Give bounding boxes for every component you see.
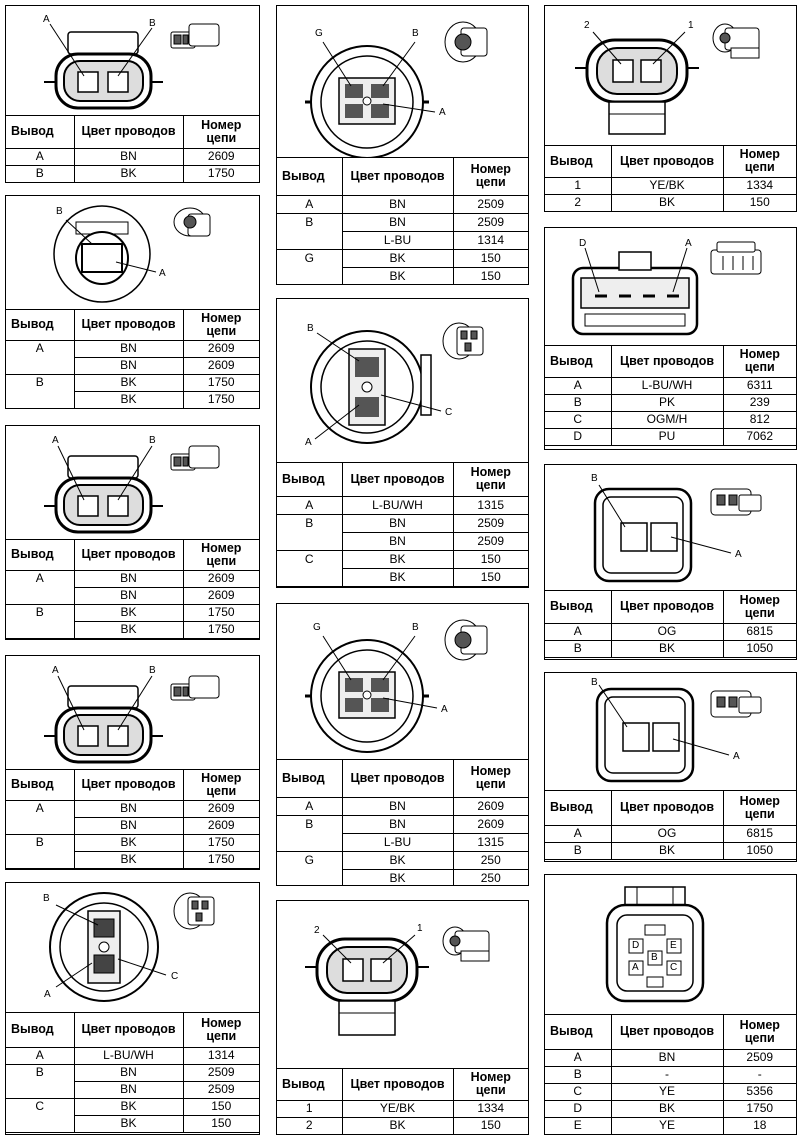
circuit-column-header: Номер цепи — [183, 1013, 259, 1047]
wire-color-cell: PK — [611, 394, 723, 411]
pin-label: B — [149, 18, 156, 29]
connector-diagram — [6, 6, 259, 116]
pin-cell: B — [6, 834, 74, 851]
two-pin-connector-drawing — [6, 426, 260, 540]
pin-cell: A — [6, 1047, 74, 1064]
connector-diagram — [277, 6, 528, 158]
wire-color-cell: BN — [74, 817, 183, 834]
color-column-header: Цвет проводов — [611, 1015, 723, 1049]
pin-column-header: Вывод — [545, 346, 611, 377]
pin-cell — [277, 869, 342, 886]
pin-label: A — [441, 704, 448, 715]
connector-card — [5, 425, 260, 640]
connector-diagram — [6, 656, 259, 770]
round-socket-drawing — [6, 196, 260, 310]
circuit-cell: - — [723, 1066, 796, 1083]
color-column-header: Цвет проводов — [74, 540, 183, 570]
color-column-header: Цвет проводов — [74, 1013, 183, 1047]
pin-cell: D — [545, 428, 611, 445]
wire-color-cell: BK — [74, 621, 183, 638]
pin-label: C — [670, 962, 678, 973]
pin-column-header: Вывод — [6, 310, 74, 340]
pin-cell — [6, 357, 74, 374]
pin-column-header: Вывод — [6, 540, 74, 570]
pin-column-header: Вывод — [277, 463, 342, 496]
pin-cell: B — [6, 604, 74, 621]
pin-column-header: Вывод — [277, 1069, 342, 1100]
circuit-cell: 2609 — [183, 357, 259, 374]
pin-column-header: Вывод — [545, 146, 611, 177]
wire-color-cell: BK — [74, 1115, 183, 1132]
pin-cell: A — [545, 623, 611, 640]
circuit-cell: 1750 — [183, 621, 259, 638]
pin-cell — [277, 231, 342, 249]
round-socket-drawing — [277, 299, 529, 463]
wire-color-cell: L-BU/WH — [611, 377, 723, 394]
circuit-column-header: Номер цепи — [723, 146, 796, 177]
circuit-cell: 812 — [723, 411, 796, 428]
circuit-cell: 6311 — [723, 377, 796, 394]
wire-color-cell: BN — [611, 1049, 723, 1066]
wire-color-cell: BK — [74, 851, 183, 868]
pin-cell: 2 — [277, 1117, 342, 1134]
color-column-header: Цвет проводов — [342, 463, 453, 496]
wire-color-cell: BK — [342, 249, 453, 267]
circuit-cell: 150 — [453, 267, 528, 285]
connector-diagram — [6, 426, 259, 540]
circuit-cell: 250 — [453, 851, 528, 869]
connector-card — [5, 5, 260, 183]
pin-cell: 2 — [545, 194, 611, 211]
pin-cell: C — [277, 550, 342, 568]
connector-card — [276, 900, 529, 1135]
pin-cell: A — [277, 797, 342, 815]
color-column-header: Цвет проводов — [611, 791, 723, 825]
color-column-header: Цвет проводов — [611, 146, 723, 177]
color-column-header: Цвет проводов — [611, 346, 723, 377]
pin-cell: C — [6, 1098, 74, 1115]
pin-label: A — [305, 437, 312, 448]
wire-color-cell: BN — [74, 1064, 183, 1081]
pin-label: B — [651, 952, 658, 963]
pin-label: B — [591, 473, 598, 484]
pin-label: B — [149, 665, 156, 676]
pin-label: B — [412, 28, 419, 39]
pin-column-header: Вывод — [6, 1013, 74, 1047]
pin-cell: B — [277, 514, 342, 532]
wire-color-cell: BN — [74, 357, 183, 374]
circuit-cell: 2509 — [453, 195, 528, 213]
wire-color-cell: BK — [342, 267, 453, 285]
pin-label: B — [149, 435, 156, 446]
pin-label: G — [315, 28, 323, 39]
pin-label: A — [735, 549, 742, 560]
pin-cell — [6, 851, 74, 868]
pin-cell: B — [545, 1066, 611, 1083]
pin-cell: B — [6, 374, 74, 391]
wire-color-cell: BK — [74, 1098, 183, 1115]
pin-label: G — [313, 622, 321, 633]
two-pin-connector-drawing — [6, 656, 260, 770]
circuit-cell: 1050 — [723, 640, 796, 657]
wire-color-cell: BN — [342, 815, 453, 833]
circuit-column-header: Номер цепи — [723, 346, 796, 377]
pin-cell — [6, 391, 74, 408]
pin-column-header: Вывод — [6, 770, 74, 800]
circuit-cell: 2509 — [453, 514, 528, 532]
circuit-cell: 150 — [723, 194, 796, 211]
wire-color-cell: L-BU — [342, 231, 453, 249]
pinout-table — [6, 540, 259, 639]
color-column-header: Цвет проводов — [74, 770, 183, 800]
two-pin-connector-drawing — [545, 673, 797, 791]
pin-cell: A — [6, 570, 74, 587]
pin-cell — [6, 621, 74, 638]
pin-label: A — [159, 268, 166, 279]
wire-color-cell: L-BU/WH — [74, 1047, 183, 1064]
pinout-table — [6, 1013, 259, 1133]
circuit-column-header: Номер цепи — [723, 591, 796, 623]
pin-label: B — [412, 622, 419, 633]
pin-label: A — [632, 962, 639, 973]
circuit-cell: 1315 — [453, 496, 528, 514]
circuit-cell: 1750 — [723, 1100, 796, 1117]
connector-diagram — [277, 604, 528, 760]
pin-label: D — [579, 238, 587, 249]
pin-cell: B — [545, 394, 611, 411]
pin-cell: E — [545, 1117, 611, 1134]
circuit-cell: 150 — [183, 1098, 259, 1115]
circuit-column-header: Номер цепи — [183, 116, 259, 148]
pin-cell — [6, 817, 74, 834]
wire-color-cell: PU — [611, 428, 723, 445]
wire-color-cell: BK — [342, 1117, 453, 1134]
wire-color-cell: BK — [74, 391, 183, 408]
pin-cell: A — [6, 800, 74, 817]
wire-color-cell: L-BU/WH — [342, 496, 453, 514]
connector-card — [5, 195, 260, 409]
circuit-cell: 2509 — [453, 532, 528, 550]
pin-column-header: Вывод — [545, 1015, 611, 1049]
circuit-cell: 1750 — [183, 391, 259, 408]
pin-label: A — [685, 238, 692, 249]
circuit-cell: 250 — [453, 869, 528, 886]
circuit-column-header: Номер цепи — [453, 760, 528, 797]
pin-cell: B — [545, 640, 611, 657]
wire-color-cell: OG — [611, 623, 723, 640]
pin-label: 2 — [314, 925, 320, 936]
pinout-table — [277, 760, 528, 886]
circuit-column-header: Номер цепи — [453, 463, 528, 496]
pin-label: 1 — [417, 923, 423, 934]
wire-color-cell: BK — [342, 851, 453, 869]
pin-label: E — [670, 940, 677, 951]
wire-color-cell: BK — [611, 640, 723, 657]
pin-cell: A — [6, 148, 74, 165]
pin-cell: B — [545, 842, 611, 859]
connector-card — [544, 672, 797, 862]
pin-cell: A — [277, 496, 342, 514]
pin-column-header: Вывод — [277, 158, 342, 195]
circuit-cell: 1314 — [453, 231, 528, 249]
circuit-cell: 2609 — [453, 797, 528, 815]
pin-label: 1 — [688, 20, 694, 31]
circuit-column-header: Номер цепи — [183, 540, 259, 570]
wire-color-cell: BN — [74, 1081, 183, 1098]
wire-color-cell: BN — [74, 340, 183, 357]
wire-color-cell: BK — [611, 842, 723, 859]
circuit-cell: 2509 — [183, 1064, 259, 1081]
pin-cell: 1 — [545, 177, 611, 194]
pinout-table — [6, 116, 259, 183]
wire-color-cell: BK — [342, 568, 453, 586]
pin-cell: G — [277, 851, 342, 869]
wire-color-cell: BK — [611, 194, 723, 211]
pin-cell: 1 — [277, 1100, 342, 1117]
circuit-cell: 239 — [723, 394, 796, 411]
pin-cell: C — [545, 1083, 611, 1100]
pinout-table — [277, 158, 528, 285]
circuit-cell: 2609 — [183, 817, 259, 834]
wire-color-cell: BK — [342, 550, 453, 568]
wire-color-cell: YE/BK — [611, 177, 723, 194]
circuit-cell: 2609 — [453, 815, 528, 833]
wire-color-cell: BN — [74, 148, 183, 165]
pin-label: A — [733, 751, 740, 762]
pin-cell — [277, 833, 342, 851]
wire-color-cell: BK — [342, 869, 453, 886]
pin-cell: B — [6, 165, 74, 182]
wire-color-cell: - — [611, 1066, 723, 1083]
pin-cell: G — [277, 249, 342, 267]
wire-color-cell: BK — [74, 374, 183, 391]
wire-color-cell: BN — [342, 213, 453, 231]
pin-cell — [277, 267, 342, 285]
pin-cell: C — [545, 411, 611, 428]
wire-color-cell: BK — [74, 834, 183, 851]
color-column-header: Цвет проводов — [611, 591, 723, 623]
circuit-cell: 150 — [453, 249, 528, 267]
connector-card — [276, 603, 529, 886]
pin-label: C — [445, 407, 453, 418]
pinout-table — [545, 1015, 796, 1135]
circuit-cell: 2609 — [183, 570, 259, 587]
circuit-cell: 150 — [183, 1115, 259, 1132]
two-pin-connector-drawing — [545, 6, 797, 146]
pin-cell — [277, 532, 342, 550]
circuit-cell: 1314 — [183, 1047, 259, 1064]
circuit-cell: 1050 — [723, 842, 796, 859]
circuit-cell: 1750 — [183, 374, 259, 391]
pinout-table — [545, 346, 796, 446]
pin-column-header: Вывод — [545, 591, 611, 623]
wire-color-cell: BN — [342, 514, 453, 532]
connector-diagram — [545, 673, 796, 791]
circuit-cell: 1315 — [453, 833, 528, 851]
pin-cell: A — [6, 340, 74, 357]
connector-diagram — [545, 875, 796, 1015]
circuit-column-header: Номер цепи — [453, 158, 528, 195]
circuit-column-header: Номер цепи — [723, 1015, 796, 1049]
pinout-table — [277, 463, 528, 587]
pin-cell: A — [545, 1049, 611, 1066]
pin-cell — [6, 1115, 74, 1132]
connector-card — [276, 298, 529, 588]
circuit-cell: 5356 — [723, 1083, 796, 1100]
circuit-cell: 150 — [453, 568, 528, 586]
pinout-table — [545, 146, 796, 212]
circuit-cell: 7062 — [723, 428, 796, 445]
circuit-cell: 2609 — [183, 340, 259, 357]
circuit-cell: 1750 — [183, 851, 259, 868]
pin-label: B — [591, 677, 598, 688]
pin-cell: A — [545, 377, 611, 394]
connector-card — [544, 5, 797, 212]
pinout-table — [6, 310, 259, 409]
color-column-header: Цвет проводов — [342, 1069, 453, 1100]
pin-label: B — [56, 206, 63, 217]
wire-color-cell: BN — [342, 532, 453, 550]
circuit-cell: 1334 — [723, 177, 796, 194]
pinout-table — [545, 591, 796, 658]
pin-cell: B — [277, 815, 342, 833]
circuit-column-header: Номер цепи — [723, 791, 796, 825]
pin-column-header: Вывод — [6, 116, 74, 148]
pin-label: A — [43, 14, 50, 25]
pin-label: B — [307, 323, 314, 334]
pin-column-header: Вывод — [545, 791, 611, 825]
circuit-column-header: Номер цепи — [183, 310, 259, 340]
pinout-table — [545, 791, 796, 860]
pin-label: A — [439, 107, 446, 118]
pin-cell: A — [277, 195, 342, 213]
pinout-table — [6, 770, 259, 869]
connector-diagram — [6, 196, 259, 310]
pin-cell: D — [545, 1100, 611, 1117]
circuit-cell: 2509 — [183, 1081, 259, 1098]
pin-label: A — [52, 435, 59, 446]
wire-color-cell: BN — [342, 195, 453, 213]
pinout-table — [277, 1069, 528, 1135]
pin-cell: B — [6, 1064, 74, 1081]
wire-color-cell: BK — [611, 1100, 723, 1117]
connector-card — [544, 874, 797, 1135]
circuit-cell: 1334 — [453, 1100, 528, 1117]
connector-diagram — [277, 901, 528, 1069]
circuit-cell: 6815 — [723, 623, 796, 640]
connector-diagram — [6, 883, 259, 1013]
pin-label: B — [43, 893, 50, 904]
wire-color-cell: BK — [74, 604, 183, 621]
pin-cell — [277, 568, 342, 586]
wire-color-cell: BN — [74, 587, 183, 604]
wire-color-cell: YE/BK — [342, 1100, 453, 1117]
connector-card — [276, 5, 529, 285]
connector-card — [544, 227, 797, 450]
wire-color-cell: BN — [74, 570, 183, 587]
wire-color-cell: OG — [611, 825, 723, 842]
circuit-cell: 18 — [723, 1117, 796, 1134]
pin-cell — [6, 1081, 74, 1098]
circuit-cell: 2509 — [453, 213, 528, 231]
pin-label: A — [44, 989, 51, 1000]
wire-color-cell: BK — [74, 165, 183, 182]
circuit-cell: 2609 — [183, 587, 259, 604]
color-column-header: Цвет проводов — [74, 116, 183, 148]
circuit-cell: 1750 — [183, 165, 259, 182]
color-column-header: Цвет проводов — [342, 158, 453, 195]
pin-column-header: Вывод — [277, 760, 342, 797]
wire-color-cell: OGM/H — [611, 411, 723, 428]
circuit-cell: 2609 — [183, 148, 259, 165]
circuit-cell: 6815 — [723, 825, 796, 842]
connector-diagram — [545, 465, 796, 591]
wire-color-cell: L-BU — [342, 833, 453, 851]
pin-label: 2 — [584, 20, 590, 31]
connector-diagram — [277, 299, 528, 463]
pin-cell: B — [277, 213, 342, 231]
connector-card — [5, 882, 260, 1135]
wire-color-cell: YE — [611, 1083, 723, 1100]
pin-label: A — [52, 665, 59, 676]
pin-label: D — [632, 940, 640, 951]
pin-label: C — [171, 971, 179, 982]
wire-color-cell: BN — [74, 800, 183, 817]
circuit-column-header: Номер цепи — [453, 1069, 528, 1100]
circuit-cell: 2509 — [723, 1049, 796, 1066]
circuit-cell: 2609 — [183, 800, 259, 817]
circuit-cell: 150 — [453, 1117, 528, 1134]
color-column-header: Цвет проводов — [74, 310, 183, 340]
wire-color-cell: BN — [342, 797, 453, 815]
connector-diagram — [545, 6, 796, 146]
circuit-cell: 1750 — [183, 604, 259, 621]
circuit-cell: 150 — [453, 550, 528, 568]
connector-card — [544, 464, 797, 660]
circuit-column-header: Номер цепи — [183, 770, 259, 800]
pin-cell — [6, 587, 74, 604]
connector-card — [5, 655, 260, 870]
pin-cell: A — [545, 825, 611, 842]
wire-color-cell: YE — [611, 1117, 723, 1134]
connector-diagram — [545, 228, 796, 346]
color-column-header: Цвет проводов — [342, 760, 453, 797]
two-pin-connector-drawing — [545, 465, 797, 591]
circuit-cell: 1750 — [183, 834, 259, 851]
